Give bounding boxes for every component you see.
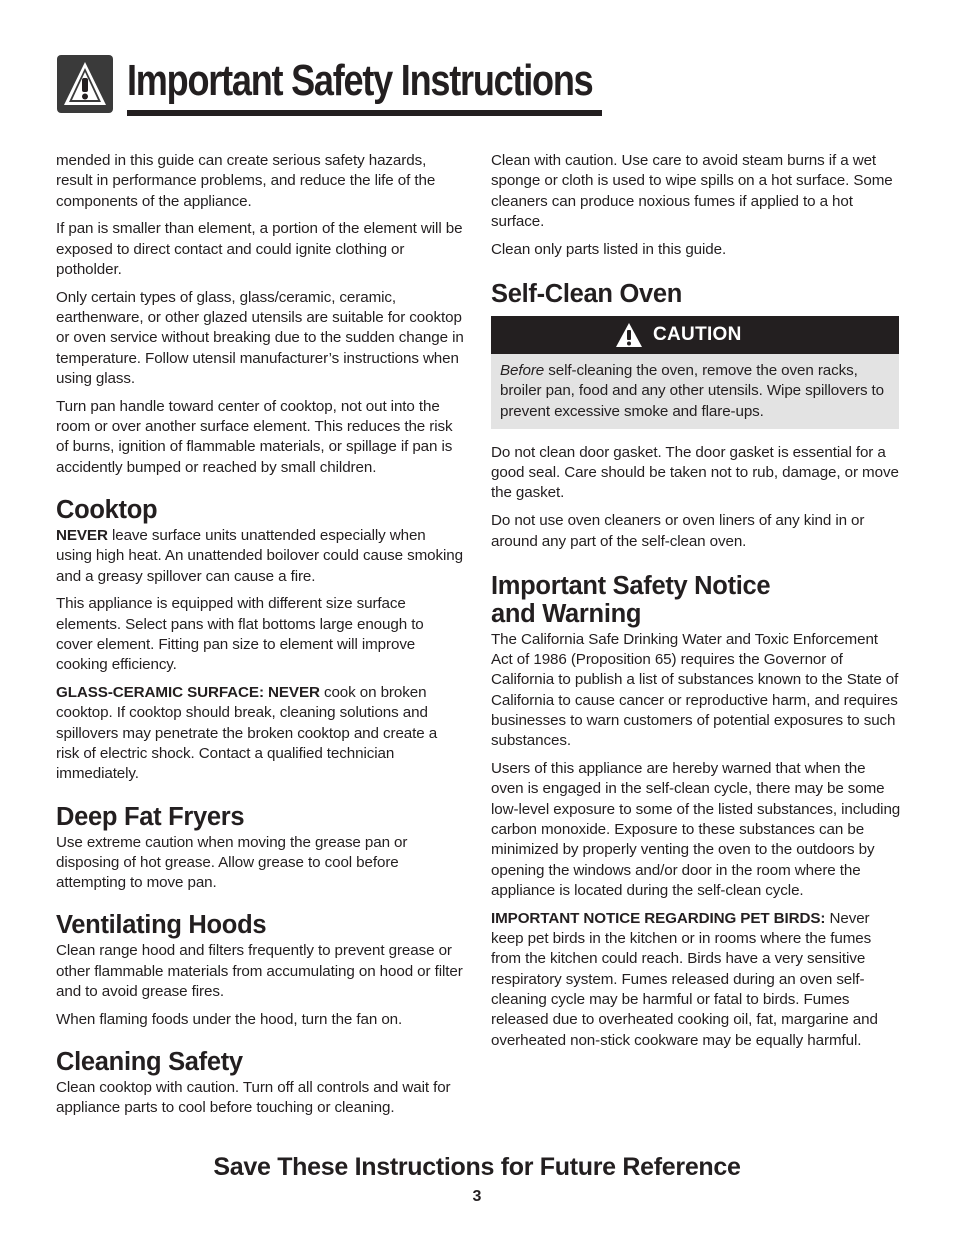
notice-paragraph (491, 909, 901, 1051)
intro-paragraph: If pan is smaller than element, a portion of the element will be exposed to direct contact and could ignite clothing or potholder. (56, 220, 463, 278)
intro-paragraph: Turn pan handle toward center of cooktop, not out into the room or over another surface element. This reduces the risk of burns, ignition of flammable materials, or spillage if pan is accidently bumped or reached by small children. (56, 397, 453, 476)
body-text: Never keep pet birds in the kitchen or in rooms where the fumes from the kitchen could reach. Birds have a very sensitive respiratory system. Fumes released during an oven self-cleaning cycle may be harmful or fatal to birds. Fumes released due to overheated cooking oil, fat, margarine and overheated non-stick cookware may be equally harmful. (491, 909, 878, 1049)
hoods-paragraph: Clean range hood and filters frequently to prevent grease or other flammable materials from accumulating on hood or filter and to avoid grease fires. (56, 942, 463, 1000)
cooktop-paragraph: This appliance is equipped with different size surface elements. Select pans with flat bottoms large enough to cover element. Fitting pan size to element will improve cooking efficiency. (56, 595, 424, 674)
intro-paragraph: Only certain types of glass, glass/ceramic, ceramic, earthenware, or other glazed utensils are suitable for cooktop or oven service without breaking due to the sudden change in temperature. Follow utensil manufacturer’s instructions when using glass. (56, 288, 464, 387)
notice-paragraph: Users of this appliance are hereby warned that when the oven is engaged in the self-clean cycle, there may be some low-level exposure to some of the listed substances, including carbon monoxide. Exposure to these substances can be minimized by properly venting the oven to the outdoors by opening the windows and/or door in the room where the appliance is located during the self-clean cycle. (491, 760, 901, 899)
emphasis-text: NEVER (56, 526, 108, 544)
safety-notice-heading (491, 572, 901, 628)
cooktop-heading: Cooktop (56, 495, 158, 524)
title-underline (127, 110, 602, 116)
emphasis-text: GLASS-CERAMIC SURFACE: NEVER (56, 684, 320, 702)
hoods-paragraph: When flaming foods under the hood, turn the fan on. (56, 1010, 403, 1028)
cooktop-paragraph (56, 683, 464, 784)
cleaning-paragraph: Clean with caution. Use care to avoid steam burns if a wet sponge or cloth is used to wipe spills on a hot surface. Some cleaners can produce noxious fumes if applied to a hot surface. (491, 152, 893, 230)
cleaning-safety-heading: Cleaning Safety (56, 1048, 243, 1077)
intro-paragraph: mended in this guide can create serious safety hazards, result in performance problems, and reduce the life of the components of the appliance. (56, 152, 436, 210)
cooktop-paragraph (56, 526, 464, 587)
emphasis-text: IMPORTANT NOTICE REGARDING PET BIRDS: (491, 909, 826, 927)
page-title: Important Safety Instructions (127, 56, 593, 105)
page-header (57, 55, 602, 119)
footer-reminder: Save These Instructions for Future Reference (213, 1153, 741, 1181)
body-text: cook on broken cooktop. If cooktop should break, cleaning solutions and spillovers may penetrate the broken cooktop and create a risk of electric shock. Contact a qualified technician immediately. (56, 684, 438, 783)
self-clean-paragraph: Do not use oven cleaners or oven liners of any kind in or around any part of the self-clean oven. (491, 512, 865, 550)
heading-line: and Warning (491, 599, 642, 628)
self-clean-oven-heading: Self-Clean Oven (491, 279, 683, 308)
body-text: self-cleaning the oven, remove the oven racks, broiler pan, food and any other utensils. Wipe spillovers to prevent excessive smoke and flare-ups. (500, 361, 885, 420)
caution-banner (491, 316, 899, 354)
self-clean-paragraph: Do not clean door gasket. The door gasket is essential for a good seal. Care should be taken not to rub, damage, or move the gasket. (491, 443, 899, 502)
deep-fat-fryers-heading: Deep Fat Fryers (56, 802, 245, 831)
caution-triangle-icon (615, 322, 643, 348)
emphasis-text: Before (500, 361, 545, 379)
heading-line: Important Safety Notice (491, 571, 771, 600)
page-number: 3 (472, 1188, 482, 1205)
caution-text (500, 361, 890, 422)
cleaning-paragraph: Clean only parts listed in this guide. (491, 240, 727, 258)
left-column (56, 151, 464, 1126)
warning-triangle-icon (57, 55, 113, 113)
notice-paragraph: The California Safe Drinking Water and Toxic Enforcement Act of 1986 (Proposition 65) requires the Governor of California to publish a list of substances known to the State of California to cause cancer or reproductive harm, and requires businesses to warn customers of potential exposures to such substances. (491, 630, 899, 750)
body-text: leave surface units unattended especially when using high heat. An unattended boilover could cause smoking and a greasy spillover can cause a fire. (56, 526, 463, 585)
cleaning-paragraph: Clean cooktop with caution. Turn off all controls and wait for appliance parts to cool before touching or cleaning. (56, 1079, 451, 1117)
right-column (491, 151, 901, 1058)
caution-label: CAUTION (653, 323, 742, 345)
ventilating-hoods-heading: Ventilating Hoods (56, 911, 267, 940)
caution-message (491, 354, 899, 429)
deep-fat-paragraph: Use extreme caution when moving the grease pan or disposing of hot grease. Allow grease to cool before attempting to move pan. (56, 833, 408, 892)
